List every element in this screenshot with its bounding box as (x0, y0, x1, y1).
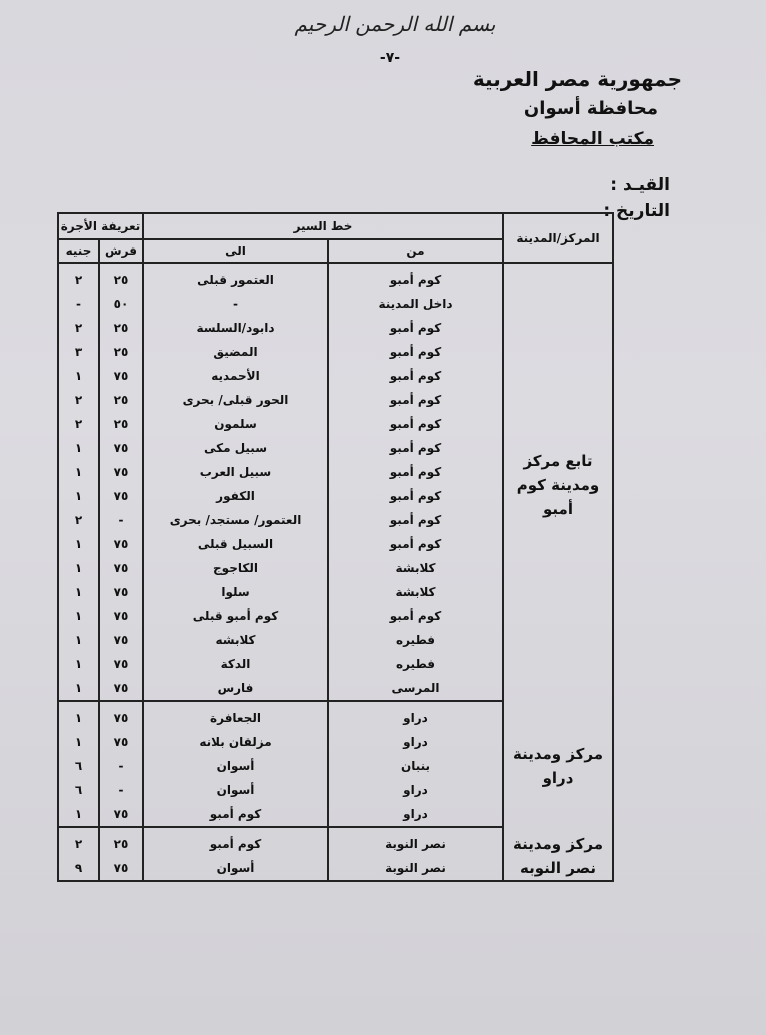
region-cell: تابع مركز ومدينة كوم أمبو (503, 263, 613, 701)
cell-from: كلابشة (328, 580, 503, 604)
cell-from: كوم أمبو (328, 388, 503, 412)
cell-from: كوم أمبو (328, 460, 503, 484)
table-row (58, 701, 613, 730)
cell-to: فارس (143, 676, 328, 701)
cell-from: دراو (328, 802, 503, 827)
cell-from: دراو (328, 730, 503, 754)
cell-from: بنبان (328, 754, 503, 778)
region-cell: مركز ومدينة نصر النوبه (503, 827, 613, 881)
cell-from: كوم أمبو (328, 436, 503, 460)
cell-from: فطيره (328, 652, 503, 676)
cell-to: الدكة (143, 652, 328, 676)
header-qirsh: قرش (99, 239, 143, 263)
cell-to: كلابشه (143, 628, 328, 652)
cell-qirsh: ٧٥ (99, 856, 143, 881)
cell-qirsh: ٧٥ (99, 652, 143, 676)
cell-qirsh: ٧٥ (99, 802, 143, 827)
cell-to: المضيق (143, 340, 328, 364)
table-row (58, 827, 613, 856)
cell-to: الأحمديه (143, 364, 328, 388)
cell-qirsh: ٧٥ (99, 532, 143, 556)
cell-to: الجعافرة (143, 701, 328, 730)
cell-pound: ١ (58, 628, 99, 652)
cell-from: كوم أمبو (328, 604, 503, 628)
cell-qirsh: ٧٥ (99, 628, 143, 652)
cell-from: دراو (328, 778, 503, 802)
route-group (58, 827, 613, 881)
cell-to: كوم أمبو قبلى (143, 604, 328, 628)
cell-pound: ٣ (58, 340, 99, 364)
cell-pound: - (58, 292, 99, 316)
cell-to: الحور قبلى/ بحرى (143, 388, 328, 412)
cell-to: سبيل مكى (143, 436, 328, 460)
cell-pound: ٢ (58, 508, 99, 532)
cell-from: المرسى (328, 676, 503, 701)
cell-qirsh: ٧٥ (99, 701, 143, 730)
cell-pound: ٢ (58, 412, 99, 436)
basmala-heading: بسم الله الرحمن الرحيم (294, 12, 496, 36)
cell-to: الكفور (143, 484, 328, 508)
cell-from: فطيره (328, 628, 503, 652)
cell-pound: ١ (58, 556, 99, 580)
cell-from: كوم أمبو (328, 532, 503, 556)
cell-to: أسوان (143, 754, 328, 778)
cell-from: كوم أمبو (328, 412, 503, 436)
cell-to: العتمور قبلى (143, 263, 328, 292)
header-pound: جنيه (58, 239, 99, 263)
letterhead (473, 64, 682, 154)
date-label: التاريخ : (603, 201, 670, 221)
cell-pound: ١ (58, 484, 99, 508)
header-route: خط السير (143, 213, 503, 239)
cell-qirsh: - (99, 778, 143, 802)
cell-from: داخل المدينة (328, 292, 503, 316)
header-fare: تعريفة الأجرة (58, 213, 143, 239)
cell-from: كلابشة (328, 556, 503, 580)
cell-to: سلوا (143, 580, 328, 604)
letterhead-governorate: محافظة أسوان (523, 98, 658, 119)
cell-qirsh: ٢٥ (99, 263, 143, 292)
cell-from: نصر النوبة (328, 856, 503, 881)
cell-to: كوم أمبو (143, 827, 328, 856)
cell-qirsh: ٧٥ (99, 730, 143, 754)
cell-pound: ٢ (58, 827, 99, 856)
cell-to: - (143, 292, 328, 316)
cell-pound: ١ (58, 604, 99, 628)
cell-qirsh: ٧٥ (99, 580, 143, 604)
cell-qirsh: - (99, 508, 143, 532)
cell-from: كوم أمبو (328, 340, 503, 364)
cell-qirsh: - (99, 754, 143, 778)
cell-qirsh: ٧٥ (99, 484, 143, 508)
cell-pound: ١ (58, 730, 99, 754)
route-group (58, 701, 613, 827)
cell-pound: ١ (58, 436, 99, 460)
cell-qirsh: ٧٥ (99, 460, 143, 484)
cell-from: كوم أمبو (328, 364, 503, 388)
cell-qirsh: ٧٥ (99, 676, 143, 701)
cell-qirsh: ٧٥ (99, 436, 143, 460)
cell-qirsh: ٢٥ (99, 827, 143, 856)
cell-to: العتمور/ مستجد/ بحرى (143, 508, 328, 532)
cell-from: كوم أمبو (328, 484, 503, 508)
cell-to: كوم أمبو (143, 802, 328, 827)
letterhead-country: جمهورية مصر العربية (472, 67, 682, 91)
cell-to: السبيل قبلى (143, 532, 328, 556)
cell-qirsh: ٢٥ (99, 340, 143, 364)
cell-to: أسوان (143, 856, 328, 881)
cell-qirsh: ٧٥ (99, 604, 143, 628)
region-cell: مركز ومدينة دراو (503, 701, 613, 827)
cell-qirsh: ٧٥ (99, 556, 143, 580)
cell-pound: ٦ (58, 754, 99, 778)
route-group (58, 263, 613, 701)
cell-pound: ٢ (58, 316, 99, 340)
cell-to: سبيل العرب (143, 460, 328, 484)
cell-to: الكاجوج (143, 556, 328, 580)
cell-pound: ٩ (58, 856, 99, 881)
cell-pound: ٢ (58, 388, 99, 412)
fare-table (57, 212, 614, 882)
cell-to: أسوان (143, 778, 328, 802)
cell-to: مزلقان بلانه (143, 730, 328, 754)
cell-pound: ٢ (58, 263, 99, 292)
cell-qirsh: ٧٥ (99, 364, 143, 388)
cell-pound: ٦ (58, 778, 99, 802)
cell-pound: ١ (58, 676, 99, 701)
cell-pound: ١ (58, 580, 99, 604)
cell-pound: ١ (58, 532, 99, 556)
cell-qirsh: ٥٠ (99, 292, 143, 316)
cell-pound: ١ (58, 701, 99, 730)
cell-from: كوم أمبو (328, 316, 503, 340)
cell-from: دراو (328, 701, 503, 730)
cell-pound: ١ (58, 802, 99, 827)
cell-pound: ١ (58, 460, 99, 484)
cell-from: نصر النوبة (328, 827, 503, 856)
cell-to: دابود/السلسة (143, 316, 328, 340)
table-row (58, 263, 613, 292)
page-number: -٧- (379, 50, 401, 66)
cell-to: سلمون (143, 412, 328, 436)
cell-from: كوم أمبو (328, 263, 503, 292)
cell-qirsh: ٢٥ (99, 316, 143, 340)
header-from: من (328, 239, 503, 263)
header-region: المركز/المدينة (503, 213, 613, 263)
cell-qirsh: ٢٥ (99, 388, 143, 412)
cell-qirsh: ٢٥ (99, 412, 143, 436)
header-to: الى (143, 239, 328, 263)
cell-pound: ١ (58, 652, 99, 676)
qaid-label: القيـد : (610, 175, 670, 195)
letterhead-office: مكتب المحافظ (531, 129, 654, 149)
cell-pound: ١ (58, 364, 99, 388)
cell-from: كوم أمبو (328, 508, 503, 532)
